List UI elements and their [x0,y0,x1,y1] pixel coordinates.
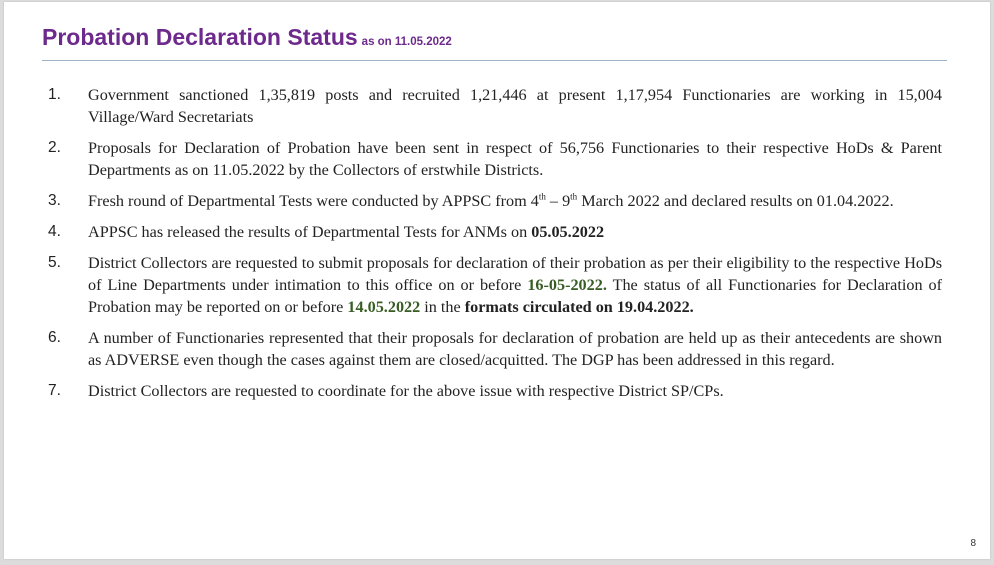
title-divider [42,60,947,61]
item-text-part: Government sanctioned 1,35,819 posts and recruited 1,21,446 at present 1,17,954 Functionaries are working in 15,004 Village/Ward Secretariats [88,86,942,126]
item-text-part: A number of Functionaries represented that their proposals for declaration of probation are held up as their antecedents are shown as ADVERSE even though the cases against them are closed/acquitted. The DGP has been addressed in this regard. [88,329,942,369]
item-text-part: Proposals for Declaration of Probation have been sent in respect of 56,756 Functionaries to their respective HoDs & Parent Departments as on 11.05.2022 by the Collectors of erstwhile Districts. [88,139,942,179]
highlight-text: formats circulated on 19.04.2022. [464,298,694,316]
page-title [42,24,452,51]
item-number: 5. [48,254,61,271]
item-number: 7. [48,382,61,399]
item-number: 4. [48,223,61,240]
deadline-date: 16-05-2022. [527,276,607,294]
item-text [88,84,942,128]
page-number: 8 [970,538,976,549]
item-text-part: Fresh round of Departmental Tests were conducted by APPSC from 4 [88,192,539,210]
list-item [42,327,942,371]
item-text-part: The status of all Functionaries for Declaration of Probation may be reported on or before [88,276,942,316]
list-item [42,137,942,181]
slide [4,2,990,559]
item-text-part: District Collectors are requested to coordinate for the above issue with respective District SP/CPs. [88,382,724,400]
item-text [88,380,942,402]
deadline-date: 14.05.2022 [347,298,421,316]
item-text [88,221,942,243]
item-text-part: in the [420,298,465,316]
status-list [42,84,942,411]
list-item [42,380,942,402]
item-text-part: – 9 [545,192,571,210]
list-item [42,252,942,318]
ordinal-suffix: th [538,191,546,202]
item-text [88,190,942,212]
item-number: 2. [48,139,61,156]
ordinal-suffix: th [570,191,578,202]
item-text [88,252,942,318]
list-item [42,84,942,128]
item-number: 1. [48,86,61,103]
item-text [88,327,942,371]
list-item [42,221,942,243]
item-text-part: APPSC has released the results of Departmental Tests for ANMs on [88,223,532,241]
title-text: Probation Declaration Status [42,24,358,50]
item-text [88,137,942,181]
item-text-part: March 2022 and declared results on 01.04.2022. [577,192,894,210]
item-text-part: District Collectors are requested to submit proposals for declaration of their probation as per their eligibility to the respective HoDs of Line Departments under intimation to this office on or before [88,254,942,294]
list-item [42,190,942,212]
highlight-date: 05.05.2022 [531,223,605,241]
title-date: as on 11.05.2022 [361,36,452,48]
item-number: 6. [48,329,61,346]
item-number: 3. [48,192,61,209]
